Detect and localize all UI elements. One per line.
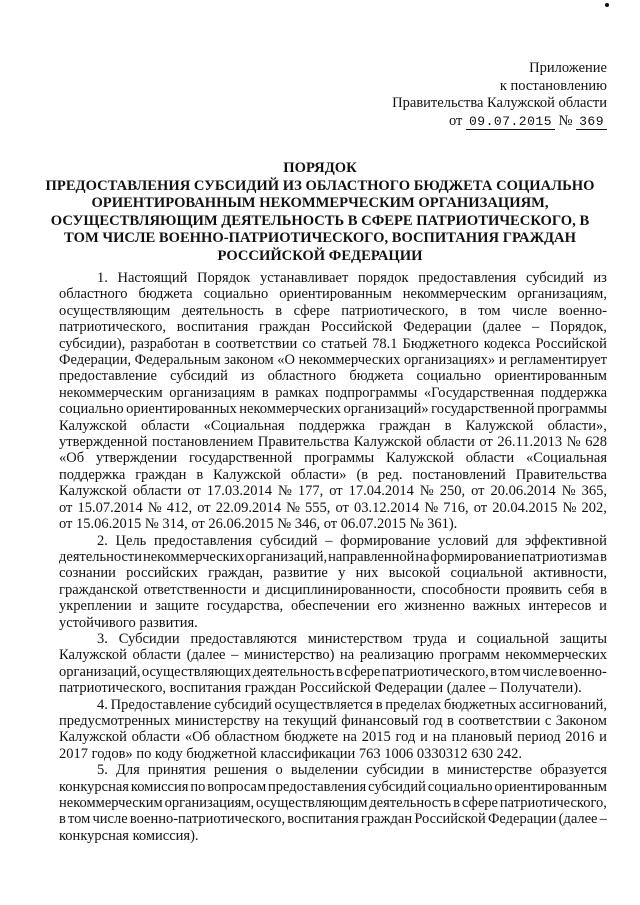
title-line: ОСУЩЕСТВЛЯЮЩИМ ДЕЯТЕЛЬНОСТЬ В СФЕРЕ ПАТРИОТИЧЕСКОГО, В [50, 212, 590, 229]
text-line: осуществляющим деятельность в сфере патриотического, в том числе военно- [59, 302, 607, 319]
text-line: предусмотренных министерству на текущий финансовый год в соответствии с Законом [59, 712, 607, 729]
text-line: в том числе военно-патриотического, воспитания граждан Российской Федерации (далее – [59, 811, 607, 828]
text-line: 1. Настоящий Порядок устанавливает порядок предоставления субсидий из [97, 270, 607, 286]
resolution-number: 369 [579, 113, 604, 129]
text-line: деятельности некоммерческих организаций, направленной на формирование патриотизма в [59, 548, 607, 565]
document-body [59, 270, 607, 844]
number-sign: № [558, 112, 573, 129]
text-line: Калужской области (далее – министерство) на реализацию программ некоммерческих [59, 647, 607, 664]
attachment-block [392, 60, 607, 130]
text-line: поддержка граждан в Калужской области» (в ред. постановлений Правительства [59, 466, 607, 483]
text-line: патриотического, воспитания граждан Российской Федерации (далее – Порядок, [59, 319, 607, 336]
text-line: 2017 годов» по коду бюджетной классификации 763 1006 0330312 630 242. [59, 745, 523, 762]
paragraph-1 [59, 270, 607, 533]
text-line: от 15.06.2015 № 314, от 26.06.2015 № 346, от 06.07.2015 № 361). [59, 516, 458, 533]
text-line: конкурсная комиссия). [59, 827, 199, 844]
text-line: 3. Субсидии предоставляются министерством труда и социальной защиты [97, 630, 607, 647]
text-line: устойчивого развития. [59, 614, 198, 631]
text-line: 2. Цель предоставления субсидий – формирование условий для эффективной [97, 532, 607, 549]
attachment-resolution-label: к постановлению [499, 77, 607, 94]
text-line: некоммерческим организациям, осуществляющим деятельность в сфере патриотического, [59, 795, 607, 811]
text-line: 5. Для принятия решения о выделении субсидии в министерстве образуется [97, 762, 607, 779]
text-line: утвержденной постановлением Правительства Калужской области от 26.11.2013 № 628 [59, 434, 607, 451]
attachment-date-line [392, 113, 607, 131]
paragraph-2 [59, 533, 607, 631]
text-line: конкурсная комиссия по вопросам предоставления субсидий социально ориентированным [59, 778, 607, 795]
text-line: гражданской ответственности и дисциплинированности, способности проявить себя в [59, 581, 607, 598]
title-line: ОРИЕНТИРОВАННЫМ НЕКОММЕРЧЕСКИМ ОРГАНИЗАЦИЯМ, [91, 195, 549, 212]
text-line: «Об утверждении государственной программы Калужской области «Социальная [59, 450, 607, 467]
attachment-label: Приложение [529, 60, 607, 76]
resolution-date: 09.07.2015 [468, 113, 552, 129]
text-line: Калужской области «Социальная поддержка граждан в Калужской области», [59, 417, 607, 434]
paragraph-3 [59, 631, 607, 697]
text-line: субсидии), разработан в соответствии со статьей 78.1 Бюджетного кодекса Российской [59, 335, 607, 352]
text-line: социально ориентированных некоммерческих организаций» государственной программы [59, 401, 607, 418]
title-line: РОССИЙСКОЙ ФЕДЕРАЦИИ [217, 247, 423, 264]
text-line: Федерации, Федеральным законом «О некоммерческих организациях» и регламентирует [59, 352, 607, 369]
title-line: ПРЕДОСТАВЛЕНИЯ СУБСИДИЙ ИЗ ОБЛАСТНОГО БЮДЖЕТА СОЦИАЛЬНО [45, 177, 595, 194]
title-line: ПОРЯДОК [283, 160, 357, 176]
scan-speck [605, 3, 609, 7]
text-line: патриотического, воспитания граждан Российской Федерации (далее – Получатели). [59, 680, 582, 697]
date-prefix: от [448, 112, 463, 129]
text-line: от 15.07.2014 № 412, от 22.09.2014 № 555, от 03.12.2014 № 716, от 20.04.2015 № 202, [59, 499, 607, 516]
text-line: Калужской области «Об областном бюджете на 2015 год и на плановый период 2016 и [59, 729, 607, 746]
paragraph-4 [59, 697, 607, 763]
text-line: организаций, осуществляющих деятельность в сфере патриотического, в том числе военно- [59, 663, 607, 680]
text-line: областного бюджета социально ориентированным некоммерческим организациям, [59, 286, 607, 303]
text-line: Калужской области от 17.03.2014 № 177, от 17.04.2014 № 250, от 20.06.2014 № 365, [59, 483, 607, 500]
document-title [30, 160, 610, 266]
text-line: предоставление субсидий из областного бюджета социально ориентированным [59, 368, 607, 385]
title-line: ТОМ ЧИСЛЕ ВОЕННО-ПАТРИОТИЧЕСКОГО, ВОСПИТАНИЯ ГРАЖДАН [64, 230, 576, 247]
text-line: сознании российских граждан, развитие у них высокой социальной активности, [59, 565, 607, 582]
text-line: некоммерческим организациям в рамках подпрограммы «Государственная поддержка [59, 384, 607, 401]
attachment-government-label: Правительства Калужской области [392, 95, 607, 111]
paragraph-5 [59, 762, 607, 844]
text-line: укреплении и защите государства, обеспечении его жизненно важных интересов и [59, 598, 607, 615]
text-line: 4. Предоставление субсидий осуществляется в пределах бюджетных ассигнований, [97, 696, 607, 713]
